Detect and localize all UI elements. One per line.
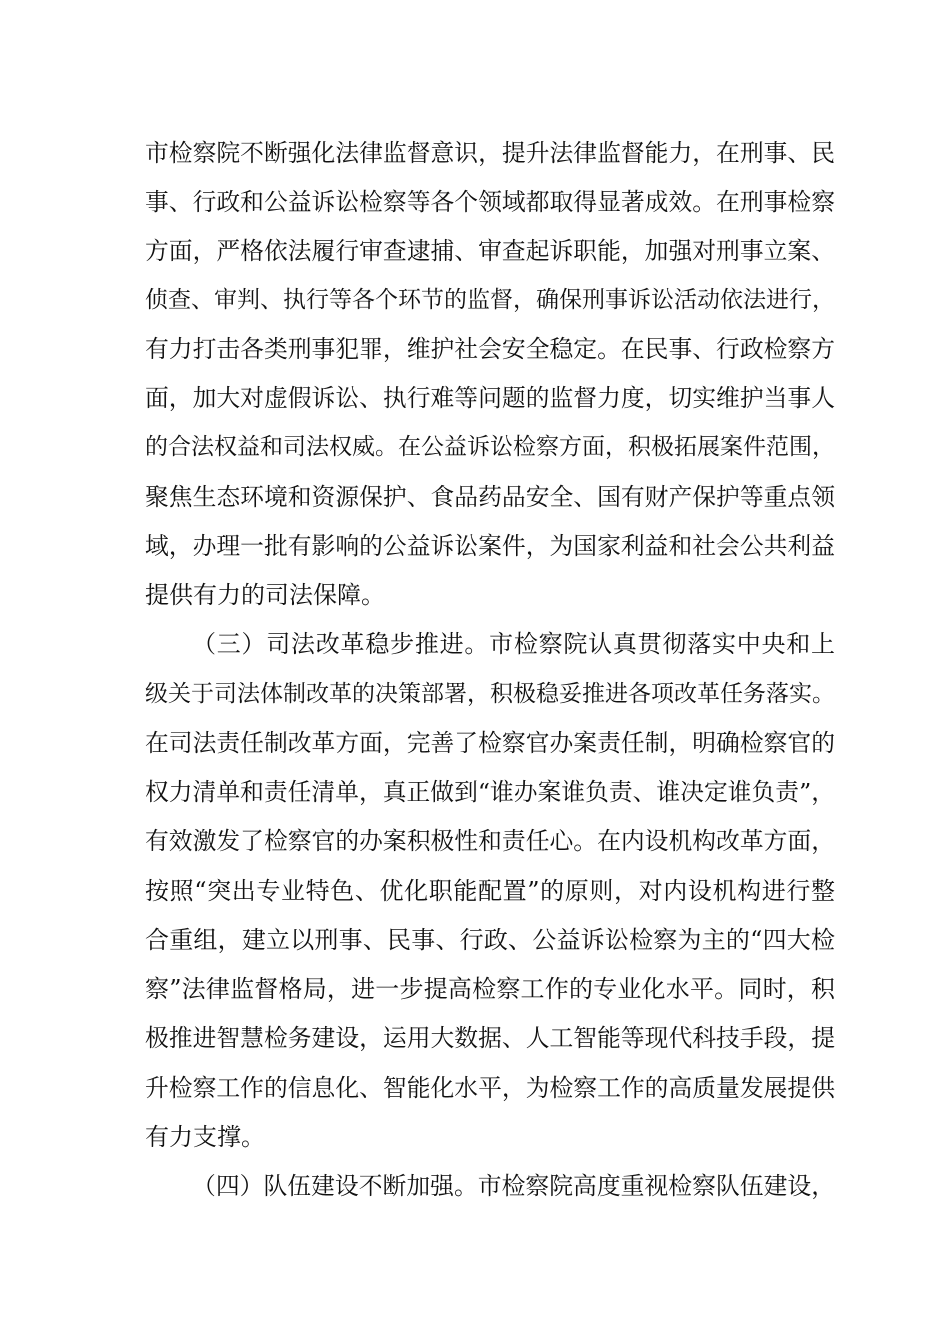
- section-heading-line: （四）队伍建设不断加强。市检察院高度重视检察队伍建设，: [192, 1172, 835, 1200]
- section-heading-line: （三）司法改革稳步推进。市检察院认真贯彻落实中央和上: [192, 630, 835, 658]
- text-line: 事、行政和公益诉讼检察等各个领域都取得显著成效。在刑事检察: [145, 188, 835, 216]
- text-line: 域，办理一批有影响的公益诉讼案件，为国家利益和社会公共利益: [145, 532, 835, 560]
- text-line: 按照“突出专业特色、优化职能配置”的原则，对内设机构进行整: [145, 877, 835, 905]
- text-line: 市检察院不断强化法律监督意识，提升法律监督能力，在刑事、民: [145, 139, 835, 167]
- text-line: 提供有力的司法保障。: [145, 581, 385, 609]
- text-line: 权力清单和责任清单，真正做到“谁办案谁负责、谁决定谁负责”，: [145, 778, 835, 806]
- text-line: 级关于司法体制改革的决策部署，积极稳妥推进各项改革任务落实。: [145, 681, 835, 707]
- text-line: 合重组，建立以刑事、民事、行政、公益诉讼检察为主的“四大检: [145, 926, 835, 954]
- text-line: 聚焦生态环境和资源保护、食品药品安全、国有财产保护等重点领: [145, 483, 835, 511]
- text-line: 有力支撑。: [145, 1123, 265, 1151]
- text-line: 升检察工作的信息化、智能化水平，为检察工作的高质量发展提供: [145, 1074, 835, 1102]
- text-line: 有力打击各类刑事犯罪，维护社会安全稳定。在民事、行政检察方: [145, 335, 835, 363]
- text-line: 极推进智慧检务建设，运用大数据、人工智能等现代科技手段，提: [145, 1024, 835, 1052]
- text-line: 面，加大对虚假诉讼、执行难等问题的监督力度，切实维护当事人: [145, 384, 835, 412]
- text-line: 在司法责任制改革方面，完善了检察官办案责任制，明确检察官的: [145, 729, 835, 757]
- text-line: 有效激发了检察官的办案积极性和责任心。在内设机构改革方面，: [145, 827, 835, 855]
- text-line: 侦查、审判、执行等各个环节的监督，确保刑事诉讼活动依法进行，: [145, 287, 835, 313]
- text-line: 的合法权益和司法权威。在公益诉讼检察方面，积极拓展案件范围，: [145, 434, 835, 460]
- text-line: 察”法律监督格局，进一步提高检察工作的专业化水平。同时，积: [145, 975, 835, 1003]
- text-line: 方面，严格依法履行审查逮捕、审查起诉职能，加强对刑事立案、: [145, 237, 835, 265]
